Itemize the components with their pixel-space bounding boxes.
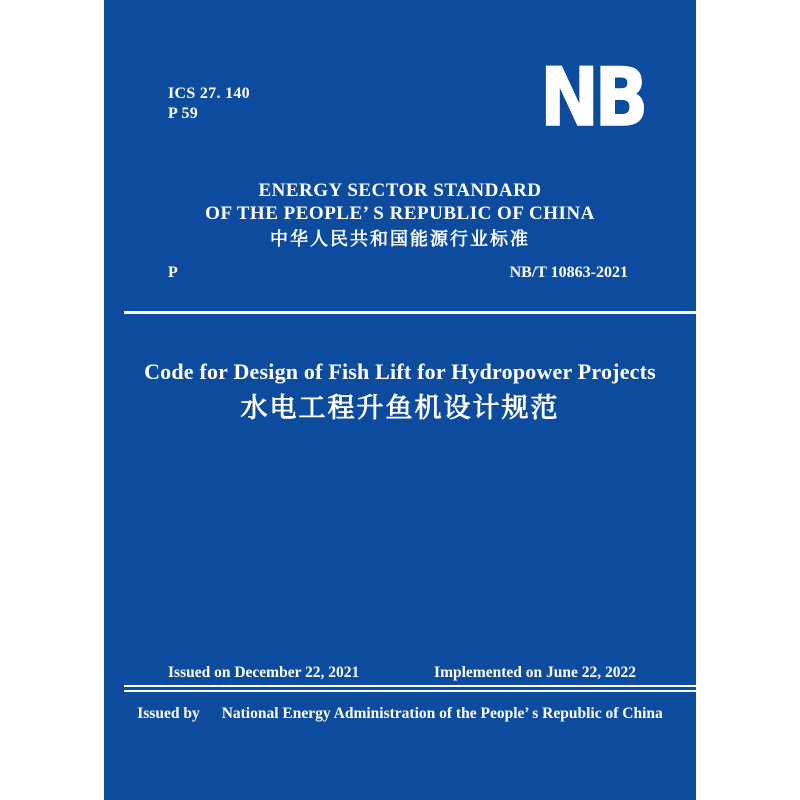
issued-date: Issued on December 22, 2021 xyxy=(168,664,360,681)
nb-logo: NB xyxy=(540,51,644,144)
org-header xyxy=(104,179,696,251)
ics-code: ICS 27. 140 xyxy=(168,85,250,102)
org-header-en-line2: OF THE PEOPLE’ S REPUBLIC OF CHINA xyxy=(205,203,595,224)
class-letter: P xyxy=(168,264,178,281)
classification-row xyxy=(168,263,628,283)
horizontal-rule-top xyxy=(124,311,696,314)
dates-row xyxy=(168,663,636,682)
horizontal-rule-double xyxy=(124,685,696,692)
issued-by-row xyxy=(104,704,696,723)
standard-cover xyxy=(104,0,696,800)
implemented-date: Implemented on June 22, 2022 xyxy=(434,664,636,681)
title-chinese: 水电工程升鱼机设计规范 xyxy=(240,393,560,423)
issued-by-label: Issued by xyxy=(137,705,200,722)
issued-by-org: National Energy Administration of the People’ s Republic of China xyxy=(221,705,663,722)
title-english: Code for Design of Fish Lift for Hydropower Projects xyxy=(144,359,656,384)
org-header-cn: 中华人民共和国能源行业标准 xyxy=(270,229,530,249)
org-header-en-line1: ENERGY SECTOR STANDARD xyxy=(258,180,542,201)
standard-number: NB/T 10863-2021 xyxy=(509,264,628,281)
ics-classification-block xyxy=(168,84,250,124)
classification-code: P 59 xyxy=(168,105,199,122)
